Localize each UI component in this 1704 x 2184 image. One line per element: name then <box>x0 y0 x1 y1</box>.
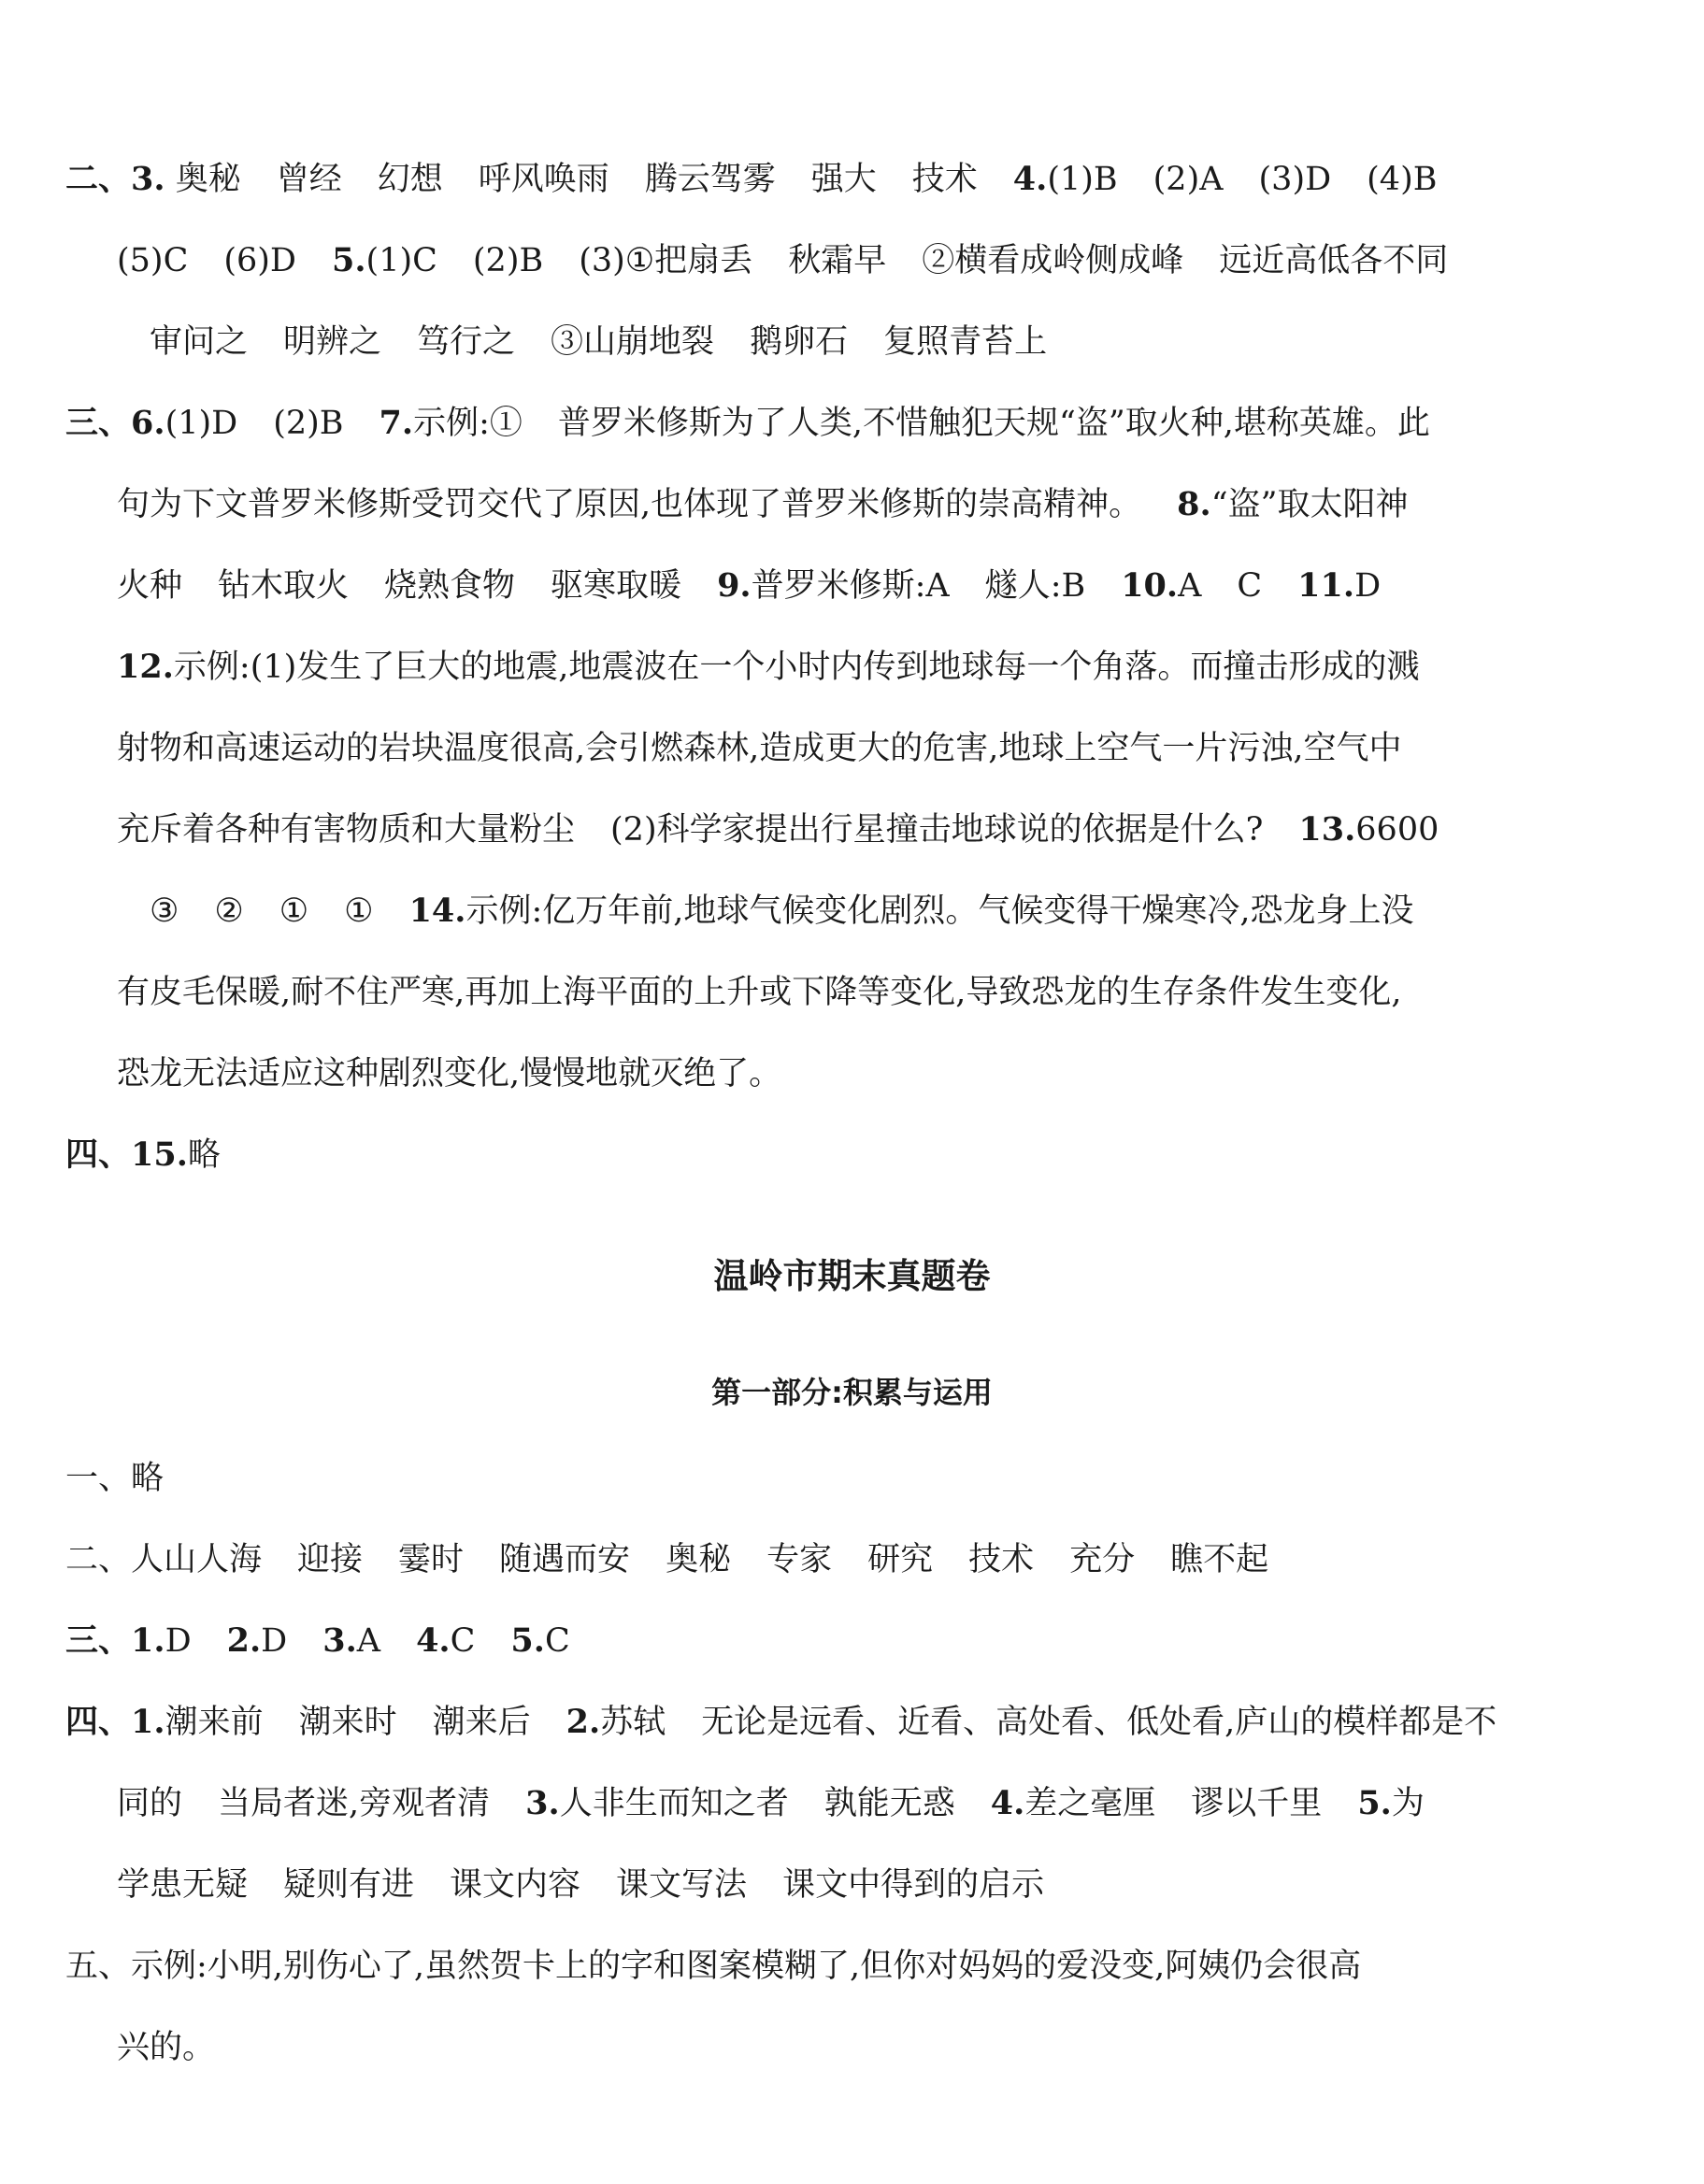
answer-line: 四、1.潮来前 潮来时 潮来后 2.苏轼 无论是远看、近看、高处看、低处看,庐山的模样都是不 <box>65 1703 1497 1741</box>
answer-line: 一、略 <box>65 1460 165 1497</box>
answer-line: 同的 当局者迷,旁观者清 3.人非生而知之者 孰能无惑 4.差之毫厘 谬以千里 5.为 <box>117 1784 1425 1822</box>
answer-line: 二、3. 奥秘 曾经 幻想 呼风唤雨 腾云驾雾 强大 技术 4.(1)B (2)A (3)D (4)B <box>65 160 1438 198</box>
answer-line: 恐龙无法适应这种剧烈变化,慢慢地就灭绝了。 <box>117 1055 782 1092</box>
answer-line: 三、1.D 2.D 3.A 4.C 5.C <box>65 1621 570 1660</box>
part-title: 第一部分:积累与运用 <box>711 1375 993 1410</box>
answer-line: 12.示例:(1)发生了巨大的地震,地震波在一个小时内传到地球每一个角落。而撞击形成的溅 <box>117 648 1420 686</box>
answer-line: 射物和高速运动的岩块温度很高,会引燃森林,造成更大的危害,地球上空气一片污浊,空气中 <box>117 730 1402 767</box>
answer-line: 二、人山人海 迎接 霎时 随遇而安 奥秘 专家 研究 技术 充分 瞧不起 <box>65 1541 1269 1578</box>
exam-title: 温岭市期末真题卷 <box>713 1256 991 1296</box>
answer-line: 有皮毛保暖,耐不住严寒,再加上海平面的上升或下降等变化,导致恐龙的生存条件发生变化, <box>117 974 1402 1011</box>
answer-line: 三、6.(1)D (2)B 7.示例:① 普罗米修斯为了人类,不惜触犯天规“盗”取火种,堪称英雄。此 <box>65 404 1430 442</box>
answer-line: 审问之 明辨之 笃行之 ③山崩地裂 鹅卵石 复照青苔上 <box>150 323 1048 361</box>
answer-line: 五、示例:小明,别伤心了,虽然贺卡上的字和图案模糊了,但你对妈妈的爱没变,阿姨仍会很高 <box>65 1948 1362 1985</box>
answer-line: ③ ② ① ① 14.示例:亿万年前,地球气候变化剧烈。气候变得干燥寒冷,恐龙身上没 <box>150 892 1414 930</box>
answer-line: 学患无疑 疑则有进 课文内容 课文写法 课文中得到的启示 <box>117 1866 1045 1904</box>
answer-line: 句为下文普罗米修斯受罚交代了原因,也体现了普罗米修斯的崇高精神。 8.“盗”取太阳神 <box>117 485 1409 523</box>
answer-line: 四、15.略 <box>65 1135 221 1174</box>
answer-line: 火种 钻木取火 烧熟食物 驱寒取暖 9.普罗米修斯:A 燧人:B 10.A C 11.D <box>117 566 1382 605</box>
answer-line: 兴的。 <box>117 2029 216 2066</box>
answer-line: (5)C (6)D 5.(1)C (2)B (3)①把扇丢 秋霜早 ②横看成岭侧成峰 远近高低各不同 <box>117 241 1449 279</box>
answer-line: 充斥着各种有害物质和大量粉尘 (2)科学家提出行星撞击地球说的依据是什么? 13.6600 <box>117 810 1439 849</box>
